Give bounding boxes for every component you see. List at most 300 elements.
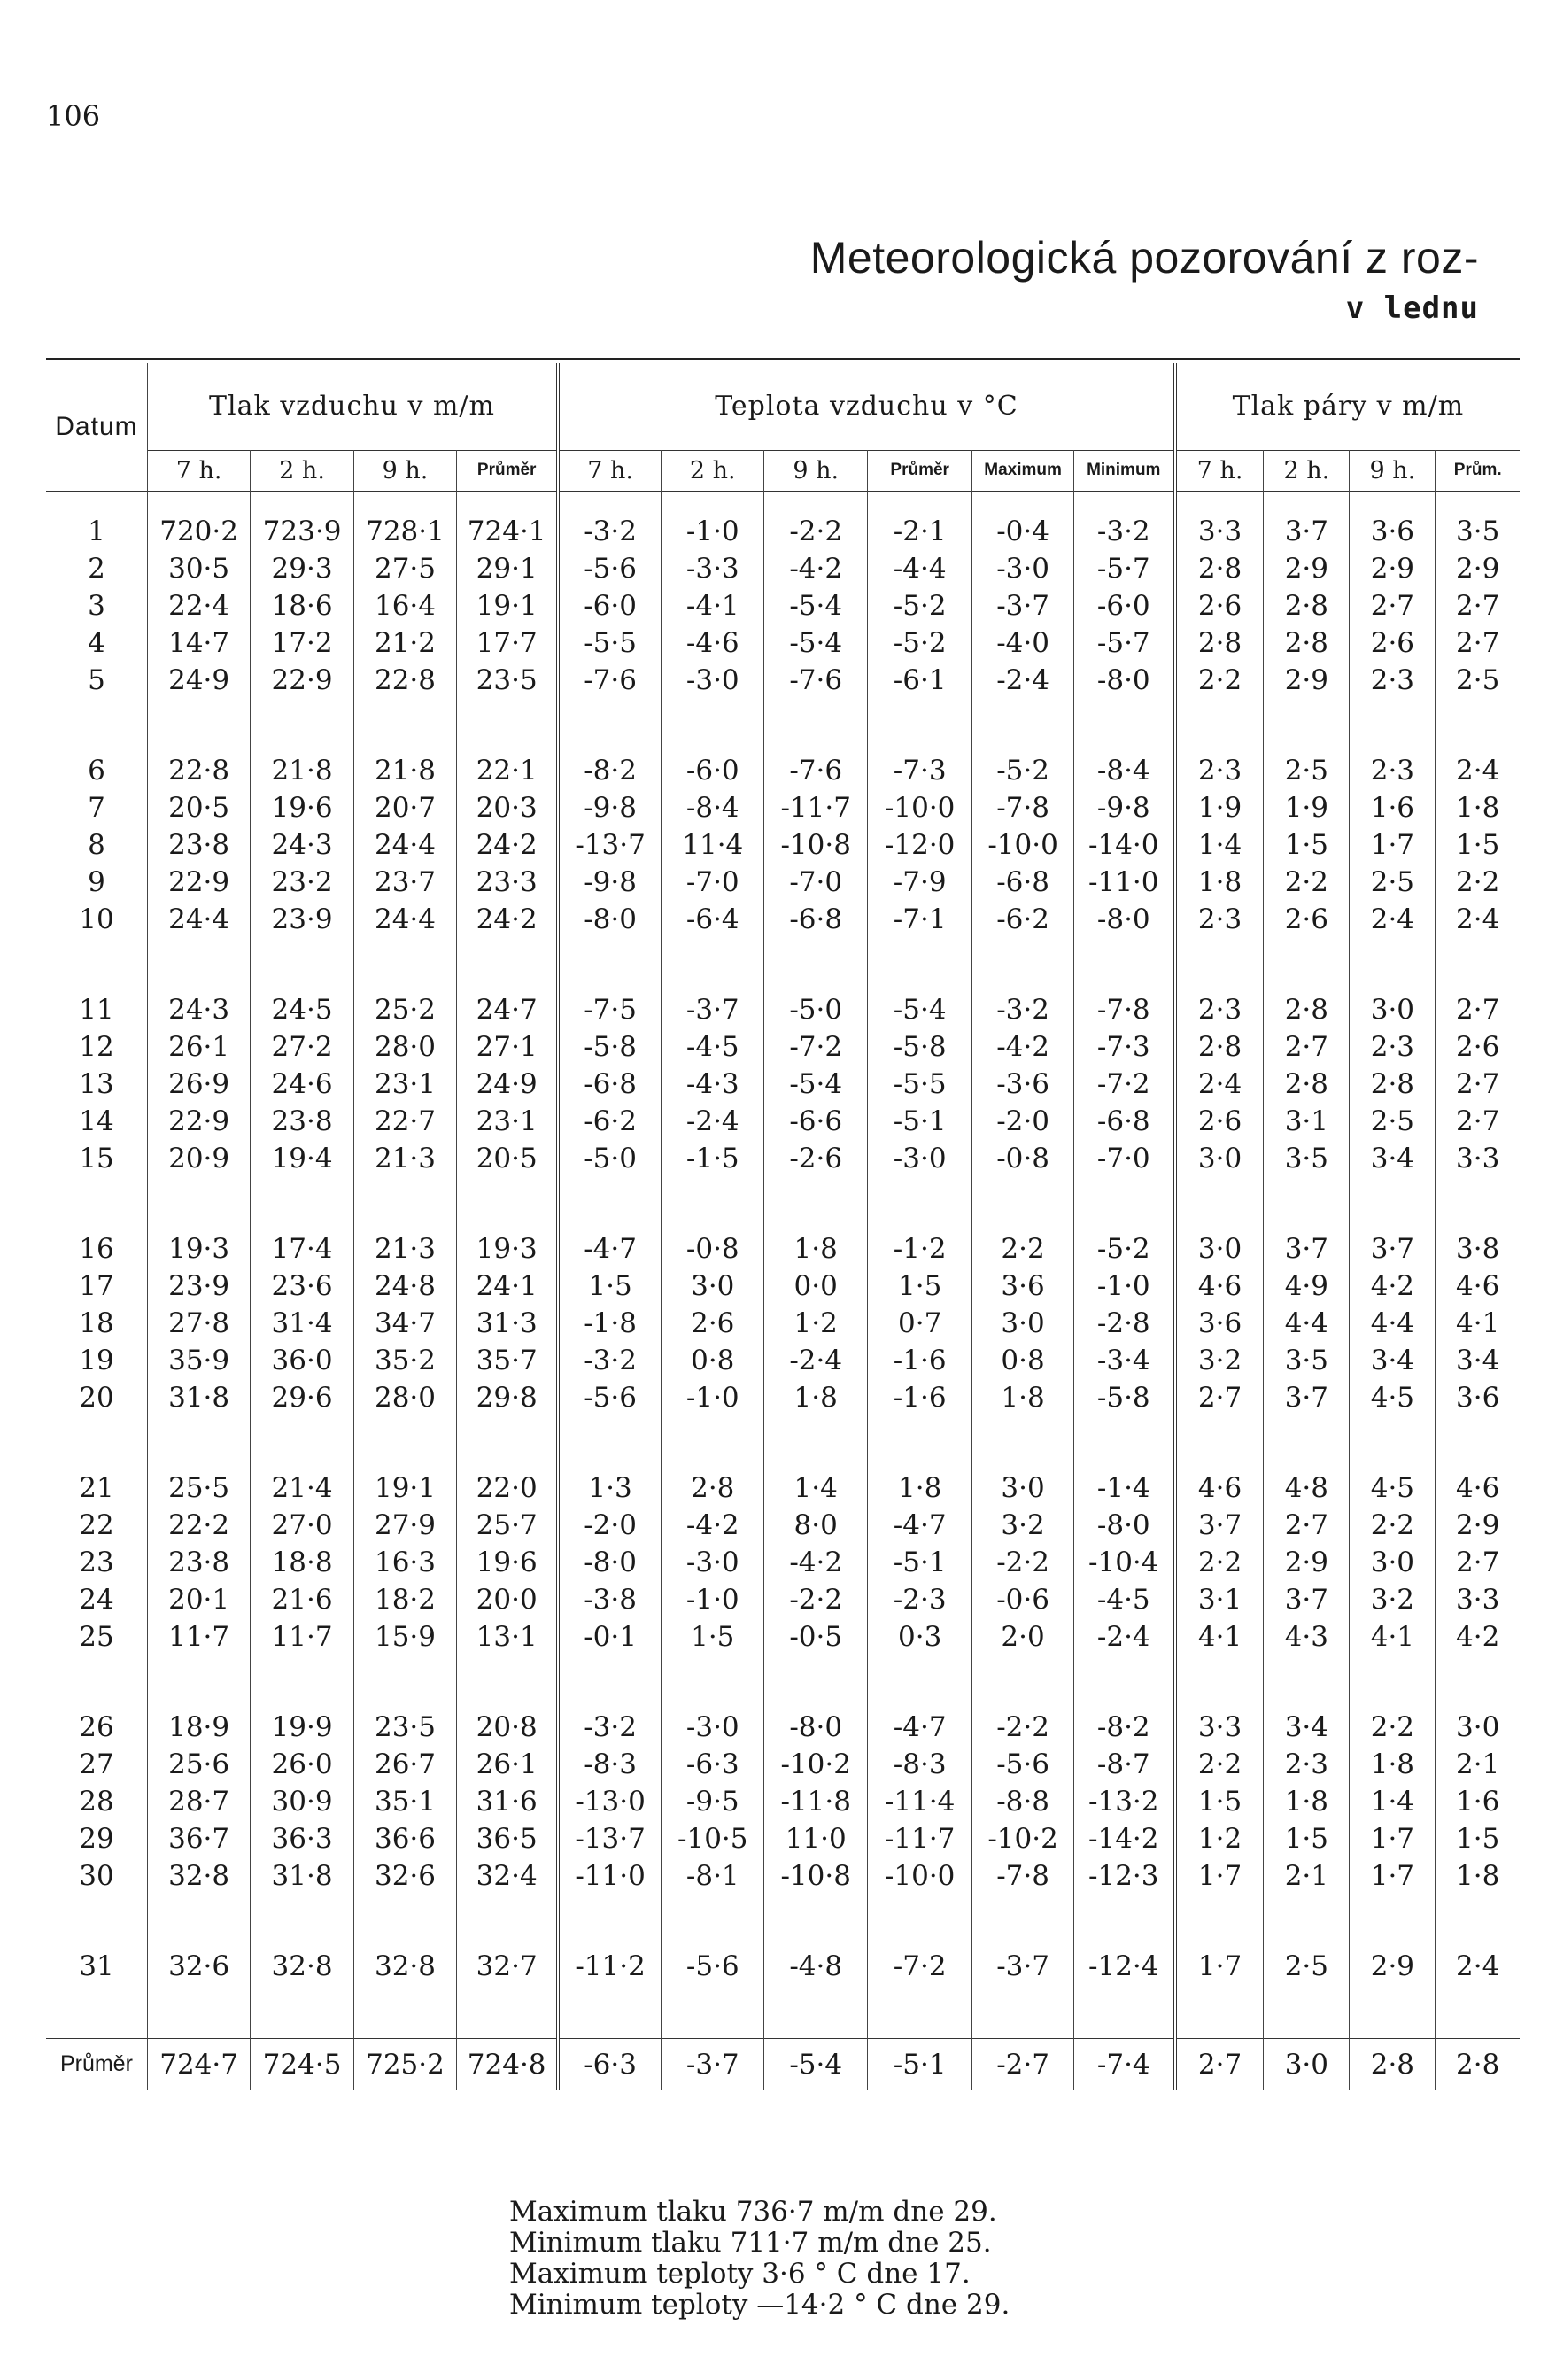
value-cell: 23·8 — [251, 1103, 353, 1140]
average-cell: -5·1 — [867, 2038, 971, 2090]
value-cell: -10·4 — [1073, 1544, 1174, 1581]
value-cell: 23·8 — [147, 1544, 250, 1581]
value-cell: 17·2 — [251, 624, 353, 662]
value-cell: 3·7 — [1175, 1507, 1264, 1544]
datum-header: Datum — [55, 411, 138, 441]
value-cell: 24·2 — [457, 826, 558, 864]
value-cell: 0·8 — [662, 1342, 764, 1379]
pressure-group-header: Tlak vzduchu v m/m — [147, 363, 558, 450]
table-row — [46, 1230, 1520, 1268]
value-cell: 20·5 — [147, 789, 250, 826]
value-cell: 1·7 — [1350, 1857, 1436, 1895]
value-cell: -2·2 — [972, 1544, 1073, 1581]
table-row — [46, 662, 1520, 699]
value-cell: -10·2 — [972, 1820, 1073, 1857]
temperature-group-header: Teplota vzduchu v °C — [558, 363, 1175, 450]
value-cell: -6·3 — [662, 1746, 764, 1783]
value-cell: 4·3 — [1264, 1618, 1350, 1655]
value-cell: 23·1 — [457, 1103, 558, 1140]
average-cell: 724·5 — [251, 2038, 353, 2090]
value-cell: 0·7 — [867, 1305, 971, 1342]
value-cell: 16·4 — [353, 587, 456, 624]
value-cell: 2·9 — [1436, 550, 1520, 587]
value-cell: 16·3 — [353, 1544, 456, 1581]
value-cell: 23·2 — [251, 864, 353, 901]
value-cell: 32·4 — [457, 1857, 558, 1895]
value-cell: 2·7 — [1436, 1066, 1520, 1103]
value-cell: -8·2 — [558, 752, 661, 789]
value-cell: 35·7 — [457, 1342, 558, 1379]
value-cell: 22·9 — [147, 864, 250, 901]
value-cell: 4·6 — [1436, 1469, 1520, 1507]
value-cell: 1·5 — [867, 1268, 971, 1305]
table-row — [46, 587, 1520, 624]
value-cell: -12·3 — [1073, 1857, 1174, 1895]
value-cell: 2·2 — [1175, 1544, 1264, 1581]
value-cell: 4·1 — [1436, 1305, 1520, 1342]
value-cell: 2·7 — [1436, 991, 1520, 1028]
value-cell: 2·6 — [1175, 587, 1264, 624]
average-cell: -7·4 — [1073, 2038, 1174, 2090]
value-cell: -3·0 — [662, 1709, 764, 1746]
value-cell: 36·7 — [147, 1820, 250, 1857]
value-cell: -4·4 — [867, 550, 971, 587]
value-cell: 18·6 — [251, 587, 353, 624]
group-spacer — [46, 1416, 1520, 1469]
value-cell: 2·9 — [1264, 1544, 1350, 1581]
value-cell: 20·5 — [457, 1140, 558, 1177]
value-cell: -4·2 — [764, 550, 867, 587]
value-cell: 2·7 — [1264, 1507, 1350, 1544]
value-cell: 4·5 — [1350, 1469, 1436, 1507]
value-cell: 728·1 — [353, 513, 456, 550]
value-cell: 17·7 — [457, 624, 558, 662]
table-row — [46, 789, 1520, 826]
value-cell: -13·7 — [558, 1820, 661, 1857]
value-cell: -8·3 — [558, 1746, 661, 1783]
day-cell: 31 — [79, 1950, 114, 1982]
value-cell: 23·9 — [251, 901, 353, 938]
value-cell: -10·0 — [972, 826, 1073, 864]
value-cell: 36·5 — [457, 1820, 558, 1857]
value-cell: -5·2 — [1073, 1230, 1174, 1268]
value-cell: 724·1 — [457, 513, 558, 550]
value-cell: -2·4 — [972, 662, 1073, 699]
value-cell: 24·4 — [353, 826, 456, 864]
col-header: Průměr — [867, 450, 971, 491]
value-cell: 20·8 — [457, 1709, 558, 1746]
page-subtitle: v lednu — [1345, 291, 1479, 326]
value-cell: -5·6 — [662, 1948, 764, 1985]
day-cell: 3 — [88, 589, 105, 622]
value-cell: -13·0 — [558, 1783, 661, 1820]
value-cell: -3·6 — [972, 1066, 1073, 1103]
value-cell: 3·0 — [972, 1305, 1073, 1342]
value-cell: 20·1 — [147, 1581, 250, 1618]
value-cell: 22·7 — [353, 1103, 456, 1140]
table-row — [46, 1857, 1520, 1895]
value-cell: -10·0 — [867, 789, 971, 826]
value-cell: 2·8 — [1264, 624, 1350, 662]
value-cell: 3·7 — [1264, 513, 1350, 550]
value-cell: -7·3 — [867, 752, 971, 789]
value-cell: -7·3 — [1073, 1028, 1174, 1066]
value-cell: 2·2 — [1175, 662, 1264, 699]
value-cell: 3·0 — [972, 1469, 1073, 1507]
value-cell: 32·7 — [457, 1948, 558, 1985]
value-cell: -5·7 — [1073, 550, 1174, 587]
value-cell: -2·0 — [972, 1103, 1073, 1140]
value-cell: 13·1 — [457, 1618, 558, 1655]
day-cell: 4 — [88, 626, 105, 659]
value-cell: -12·4 — [1073, 1948, 1174, 1985]
value-cell: 28·0 — [353, 1379, 456, 1416]
value-cell: 2·7 — [1175, 1379, 1264, 1416]
value-cell: 19·9 — [251, 1709, 353, 1746]
value-cell: 2·2 — [1350, 1507, 1436, 1544]
value-cell: 2·4 — [1436, 901, 1520, 938]
value-cell: -2·4 — [764, 1342, 867, 1379]
value-cell: -3·7 — [972, 1948, 1073, 1985]
table-row — [46, 1820, 1520, 1857]
value-cell: 2·5 — [1350, 1103, 1436, 1140]
col-header: 7 h. — [558, 450, 661, 491]
value-cell: 8·0 — [764, 1507, 867, 1544]
value-cell: -0·8 — [972, 1140, 1073, 1177]
value-cell: 19·6 — [457, 1544, 558, 1581]
table-row — [46, 826, 1520, 864]
value-cell: 3·3 — [1175, 1709, 1264, 1746]
value-cell: -5·5 — [867, 1066, 971, 1103]
value-cell: -3·2 — [558, 1342, 661, 1379]
value-cell: -7·9 — [867, 864, 971, 901]
value-cell: 2·2 — [972, 1230, 1073, 1268]
value-cell: -2·4 — [662, 1103, 764, 1140]
value-cell: 4·2 — [1350, 1268, 1436, 1305]
value-cell: 22·8 — [147, 752, 250, 789]
value-cell: 21·6 — [251, 1581, 353, 1618]
value-cell: 29·3 — [251, 550, 353, 587]
value-cell: -5·6 — [972, 1746, 1073, 1783]
value-cell: -5·6 — [558, 1379, 661, 1416]
value-cell: -8·8 — [972, 1783, 1073, 1820]
value-cell: 1·5 — [1436, 826, 1520, 864]
value-cell: 3·0 — [1436, 1709, 1520, 1746]
value-cell: -4·5 — [1073, 1581, 1174, 1618]
value-cell: -0·6 — [972, 1581, 1073, 1618]
value-cell: 2·9 — [1264, 550, 1350, 587]
value-cell: 1·8 — [1264, 1783, 1350, 1820]
value-cell: 1·5 — [662, 1618, 764, 1655]
value-cell: -6·8 — [764, 901, 867, 938]
value-cell: 4·1 — [1175, 1618, 1264, 1655]
value-cell: -10·8 — [764, 1857, 867, 1895]
col-header: Průměr — [457, 450, 558, 491]
value-cell: 23·6 — [251, 1268, 353, 1305]
value-cell: 3·2 — [1175, 1342, 1264, 1379]
table-row — [46, 1783, 1520, 1820]
value-cell: 18·8 — [251, 1544, 353, 1581]
value-cell: 2·2 — [1350, 1709, 1436, 1746]
value-cell: 18·2 — [353, 1581, 456, 1618]
day-cell: 22 — [79, 1508, 114, 1541]
value-cell: 3·2 — [972, 1507, 1073, 1544]
value-cell: -3·4 — [1073, 1342, 1174, 1379]
value-cell: -8·1 — [662, 1857, 764, 1895]
average-cell: 3·0 — [1264, 2038, 1350, 2090]
day-cell: 1 — [88, 515, 105, 547]
table-row — [46, 1268, 1520, 1305]
value-cell: 3·6 — [1350, 513, 1436, 550]
value-cell: 1·8 — [1175, 864, 1264, 901]
col-header: 2 h. — [251, 450, 353, 491]
value-cell: 4·6 — [1436, 1268, 1520, 1305]
value-cell: -5·4 — [764, 1066, 867, 1103]
value-cell: 26·0 — [251, 1746, 353, 1783]
value-cell: -3·3 — [662, 550, 764, 587]
table-row — [46, 1469, 1520, 1507]
value-cell: 24·9 — [457, 1066, 558, 1103]
value-cell: -5·4 — [764, 587, 867, 624]
value-cell: -3·2 — [972, 991, 1073, 1028]
average-label: Průměr — [46, 2038, 147, 2090]
value-cell: 23·8 — [147, 826, 250, 864]
value-cell: -6·0 — [558, 587, 661, 624]
value-cell: -6·8 — [1073, 1103, 1174, 1140]
value-cell: 34·7 — [353, 1305, 456, 1342]
value-cell: 28·0 — [353, 1028, 456, 1066]
value-cell: 25·6 — [147, 1746, 250, 1783]
value-cell: 3·6 — [1175, 1305, 1264, 1342]
day-cell: 6 — [88, 754, 105, 787]
value-cell: 2·8 — [1350, 1066, 1436, 1103]
value-cell: 723·9 — [251, 513, 353, 550]
value-cell: 3·4 — [1436, 1342, 1520, 1379]
value-cell: 1·8 — [972, 1379, 1073, 1416]
value-cell: 720·2 — [147, 513, 250, 550]
value-cell: -6·1 — [867, 662, 971, 699]
table-row — [46, 550, 1520, 587]
value-cell: 3·7 — [1264, 1581, 1350, 1618]
value-cell: 2·9 — [1436, 1507, 1520, 1544]
table-row — [46, 1379, 1520, 1416]
value-cell: -9·8 — [1073, 789, 1174, 826]
value-cell: -4·2 — [972, 1028, 1073, 1066]
value-cell: -3·8 — [558, 1581, 661, 1618]
value-cell: 3·1 — [1264, 1103, 1350, 1140]
value-cell: 24·4 — [353, 901, 456, 938]
value-cell: 22·4 — [147, 587, 250, 624]
value-cell: 1·7 — [1350, 826, 1436, 864]
value-cell: -10·8 — [764, 826, 867, 864]
value-cell: 23·5 — [457, 662, 558, 699]
value-cell: 2·7 — [1436, 1544, 1520, 1581]
meteorological-table — [46, 363, 1520, 2090]
value-cell: 26·1 — [147, 1028, 250, 1066]
day-cell: 28 — [79, 1785, 114, 1818]
value-cell: 21·3 — [353, 1140, 456, 1177]
col-header: Minimum — [1073, 450, 1174, 491]
value-cell: 1·8 — [1350, 1746, 1436, 1783]
value-cell: 3·1 — [1175, 1581, 1264, 1618]
value-cell: -7·6 — [764, 752, 867, 789]
value-cell: -1·0 — [1073, 1268, 1174, 1305]
day-cell: 20 — [79, 1381, 114, 1414]
value-cell: 21·4 — [251, 1469, 353, 1507]
value-cell: 29·8 — [457, 1379, 558, 1416]
group-spacer — [46, 1177, 1520, 1230]
value-cell: -4·7 — [558, 1230, 661, 1268]
average-cell: 2·8 — [1436, 2038, 1520, 2090]
day-cell: 11 — [79, 993, 114, 1026]
value-cell: 2·8 — [1264, 587, 1350, 624]
value-cell: 2·1 — [1264, 1857, 1350, 1895]
value-cell: 20·9 — [147, 1140, 250, 1177]
value-cell: 3·6 — [972, 1268, 1073, 1305]
value-cell: -6·6 — [764, 1103, 867, 1140]
value-cell: -5·7 — [1073, 624, 1174, 662]
value-cell: 21·8 — [251, 752, 353, 789]
value-cell: -1·2 — [867, 1230, 971, 1268]
value-cell: 4·6 — [1175, 1469, 1264, 1507]
day-cell: 2 — [88, 552, 105, 585]
value-cell: 3·2 — [1350, 1581, 1436, 1618]
value-cell: 2·7 — [1264, 1028, 1350, 1066]
table-row — [46, 752, 1520, 789]
value-cell: -2·2 — [764, 513, 867, 550]
value-cell: -3·0 — [867, 1140, 971, 1177]
table-row — [46, 991, 1520, 1028]
note-min-pressure: Minimum tlaku 711·7 m/m dne 25. — [509, 2227, 992, 2259]
col-header: Prům. — [1436, 450, 1520, 491]
note-max-pressure: Maximum tlaku 736·7 m/m dne 29. — [509, 2196, 997, 2228]
day-cell: 7 — [88, 791, 105, 824]
day-cell: 8 — [88, 828, 105, 861]
value-cell: 3·4 — [1350, 1140, 1436, 1177]
value-cell: 2·3 — [1175, 991, 1264, 1028]
col-header: 7 h. — [1175, 450, 1264, 491]
value-cell: 0·3 — [867, 1618, 971, 1655]
value-cell: 19·1 — [457, 587, 558, 624]
value-cell: 31·8 — [147, 1379, 250, 1416]
value-cell: -4·5 — [662, 1028, 764, 1066]
group-spacer — [46, 938, 1520, 991]
table-row — [46, 1581, 1520, 1618]
day-cell: 15 — [79, 1142, 114, 1174]
value-cell: -9·8 — [558, 864, 661, 901]
value-cell: 1·7 — [1350, 1820, 1436, 1857]
value-cell: 1·8 — [867, 1469, 971, 1507]
value-cell: 2·3 — [1175, 752, 1264, 789]
col-header: 7 h. — [147, 450, 250, 491]
table-row — [46, 1746, 1520, 1783]
value-cell: 22·9 — [147, 1103, 250, 1140]
value-cell: 2·6 — [1175, 1103, 1264, 1140]
value-cell: 3·6 — [1436, 1379, 1520, 1416]
value-cell: -6·0 — [662, 752, 764, 789]
value-cell: 2·2 — [1175, 1746, 1264, 1783]
day-cell: 21 — [79, 1471, 114, 1504]
value-cell: 2·6 — [1350, 624, 1436, 662]
day-cell: 26 — [79, 1710, 114, 1743]
value-cell: 2·5 — [1264, 752, 1350, 789]
value-cell: 4·4 — [1350, 1305, 1436, 1342]
value-cell: 3·3 — [1436, 1140, 1520, 1177]
value-cell: -8·0 — [1073, 901, 1174, 938]
value-cell: 2·8 — [1264, 1066, 1350, 1103]
value-cell: -7·1 — [867, 901, 971, 938]
value-cell: 23·1 — [353, 1066, 456, 1103]
value-cell: 21·8 — [353, 752, 456, 789]
table-row — [46, 1305, 1520, 1342]
value-cell: -7·0 — [764, 864, 867, 901]
value-cell: 4·8 — [1264, 1469, 1350, 1507]
value-cell: -8·0 — [764, 1709, 867, 1746]
value-cell: -8·0 — [558, 1544, 661, 1581]
col-header: 9 h. — [764, 450, 867, 491]
value-cell: 29·1 — [457, 550, 558, 587]
value-cell: 35·1 — [353, 1783, 456, 1820]
value-cell: -4·7 — [867, 1507, 971, 1544]
day-cell: 29 — [79, 1822, 114, 1855]
value-cell: -6·8 — [972, 864, 1073, 901]
group-spacer — [46, 1655, 1520, 1709]
value-cell: -13·7 — [558, 826, 661, 864]
day-cell: 12 — [79, 1030, 114, 1063]
value-cell: 1·9 — [1175, 789, 1264, 826]
table-row — [46, 1544, 1520, 1581]
value-cell: -8·0 — [558, 901, 661, 938]
value-cell: 3·5 — [1264, 1342, 1350, 1379]
value-cell: 31·4 — [251, 1305, 353, 1342]
value-cell: -7·6 — [558, 662, 661, 699]
value-cell: 11·4 — [662, 826, 764, 864]
value-cell: -5·2 — [972, 752, 1073, 789]
col-header: 9 h. — [1350, 450, 1436, 491]
value-cell: 11·7 — [251, 1618, 353, 1655]
value-cell: -9·8 — [558, 789, 661, 826]
value-cell: 24·8 — [353, 1268, 456, 1305]
value-cell: 25·5 — [147, 1469, 250, 1507]
value-cell: 30·9 — [251, 1783, 353, 1820]
value-cell: -3·7 — [972, 587, 1073, 624]
value-cell: -11·0 — [558, 1857, 661, 1895]
value-cell: -6·4 — [662, 901, 764, 938]
value-cell: -6·8 — [558, 1066, 661, 1103]
value-cell: -8·0 — [1073, 1507, 1174, 1544]
value-cell: -3·0 — [972, 550, 1073, 587]
value-cell: -5·8 — [867, 1028, 971, 1066]
table-row — [46, 901, 1520, 938]
value-cell: 1·8 — [1436, 1857, 1520, 1895]
day-cell: 17 — [79, 1269, 114, 1302]
value-cell: 36·0 — [251, 1342, 353, 1379]
value-cell: 20·3 — [457, 789, 558, 826]
day-cell: 23 — [79, 1546, 114, 1578]
value-cell: 25·2 — [353, 991, 456, 1028]
value-cell: -5·0 — [764, 991, 867, 1028]
value-cell: -2·2 — [764, 1581, 867, 1618]
value-cell: -7·2 — [1073, 1066, 1174, 1103]
value-cell: 1·2 — [1175, 1820, 1264, 1857]
value-cell: -2·8 — [1073, 1305, 1174, 1342]
value-cell: -2·3 — [867, 1581, 971, 1618]
value-cell: 3·0 — [662, 1268, 764, 1305]
value-cell: 2·8 — [662, 1469, 764, 1507]
col-header: 2 h. — [1264, 450, 1350, 491]
value-cell: 23·3 — [457, 864, 558, 901]
value-cell: -4·7 — [867, 1709, 971, 1746]
